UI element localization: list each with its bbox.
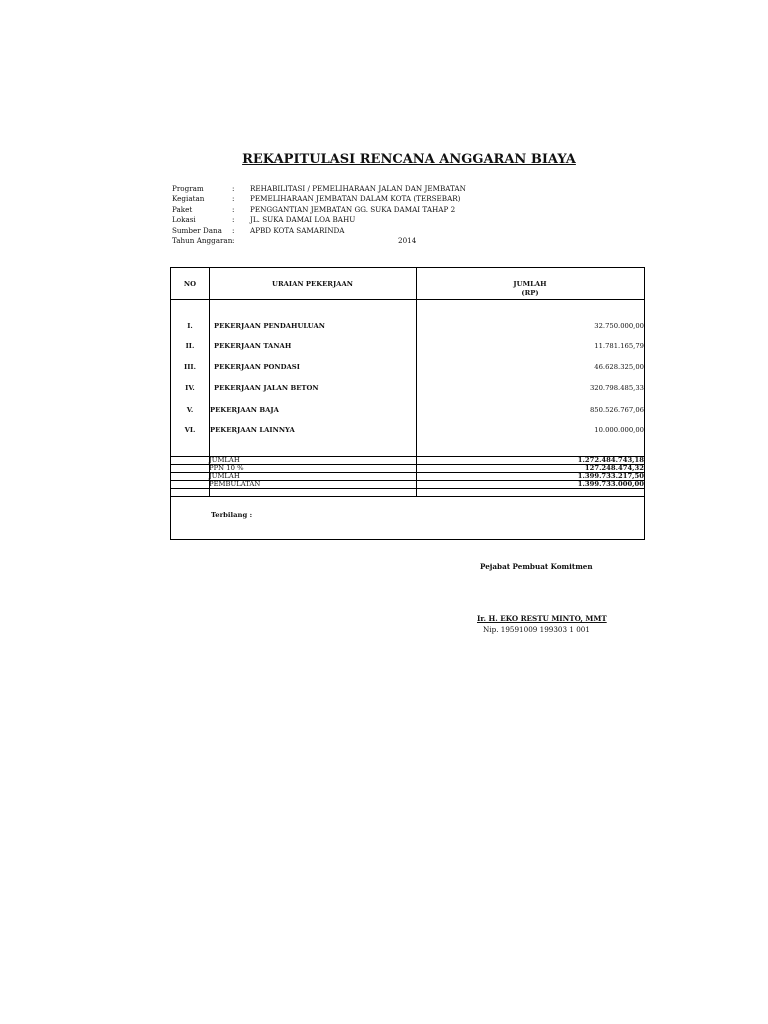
row-description: PEKERJAAN BAJA [210,406,279,414]
info-colon: : [232,184,235,193]
row-number: I. [187,322,193,330]
info-colon: : [232,194,235,204]
info-label: Paket [172,204,193,214]
info-value: PEMELIHARAAN JEMBATAN DALAM KOTA (TERSEBAR) [250,194,461,204]
summary-label: JUMLAH [209,472,240,480]
signature-name: Ir. H. EKO RESTU MINTO, MMT [477,614,607,623]
row-amount: 46.628.325,00 [594,363,644,371]
info-colon: : [232,204,235,214]
row-divider [171,488,644,489]
row-amount: 32.750.000,00 [594,322,644,330]
info-label: Lokasi [172,215,196,225]
summary-label: PEMBULATAN [209,480,261,488]
info-value: PENGGANTIAN JEMBATAN GG. SUKA DAMAI TAHAP 2 [250,204,456,214]
signature-nip: Nip. 19591009 199303 1 001 [483,625,590,634]
budget-table [170,267,645,540]
row-divider [171,496,644,497]
row-amount: 850.526.767,06 [589,406,644,414]
info-value: JL. SUKA DAMAI LOA BAHU [250,215,356,225]
header-unit: (RP) [521,289,539,297]
row-divider [171,456,644,457]
info-colon: : [232,225,235,235]
row-description: PEKERJAAN PONDASI [214,363,300,371]
row-number: V. [186,406,194,414]
header-jumlah: JUMLAH [513,280,547,288]
info-label: Sumber Dana [172,225,222,235]
summary-amount: 127.248.474,32 [584,464,644,472]
row-amount: 320.798.485,33 [589,384,644,392]
summary-amount: 1.399.733.000,00 [577,480,644,488]
info-value: 2014 [398,235,417,245]
document-title: REKAPITULASI RENCANA ANGGARAN BIAYA [242,152,576,167]
header-no: NO [183,280,197,288]
summary-amount: 1.272.484.743,18 [577,456,644,464]
info-colon: : [232,235,235,245]
row-amount: 10.000.000,00 [594,426,644,434]
column-divider [416,268,417,497]
row-description: PEKERJAAN JALAN BETON [214,384,319,392]
row-number: II. [185,342,195,350]
summary-label: JUMLAH [209,456,240,464]
row-divider [171,472,644,473]
row-number: IV. [185,384,195,392]
summary-label: PPN 10 % [209,464,244,472]
signature-title: Pejabat Pembuat Komitmen [480,562,593,571]
info-colon: : [232,215,235,225]
info-value: REHABILITASI / PEMELIHARAAN JALAN DAN JEMBATAN [250,184,466,193]
row-description: PEKERJAAN TANAH [214,342,292,350]
summary-amount: 1.399.733.217,50 [577,472,644,480]
row-amount: 11.781.165,79 [594,342,644,350]
row-description: PEKERJAAN PENDAHULUAN [214,322,326,330]
info-value: APBD KOTA SAMARINDA [250,225,345,235]
terbilang-label: Terbilang : [211,511,253,519]
row-description: PEKERJAAN LAINNYA [210,426,295,434]
header-uraian: URAIAN PEKERJAAN [272,280,353,288]
row-number: VI. [184,426,196,434]
info-label: Tahun Anggaran [172,235,233,245]
row-number: III. [184,363,196,371]
info-label: Program [172,184,204,193]
header-divider [171,299,644,300]
info-label: Kegiatan [172,194,205,204]
